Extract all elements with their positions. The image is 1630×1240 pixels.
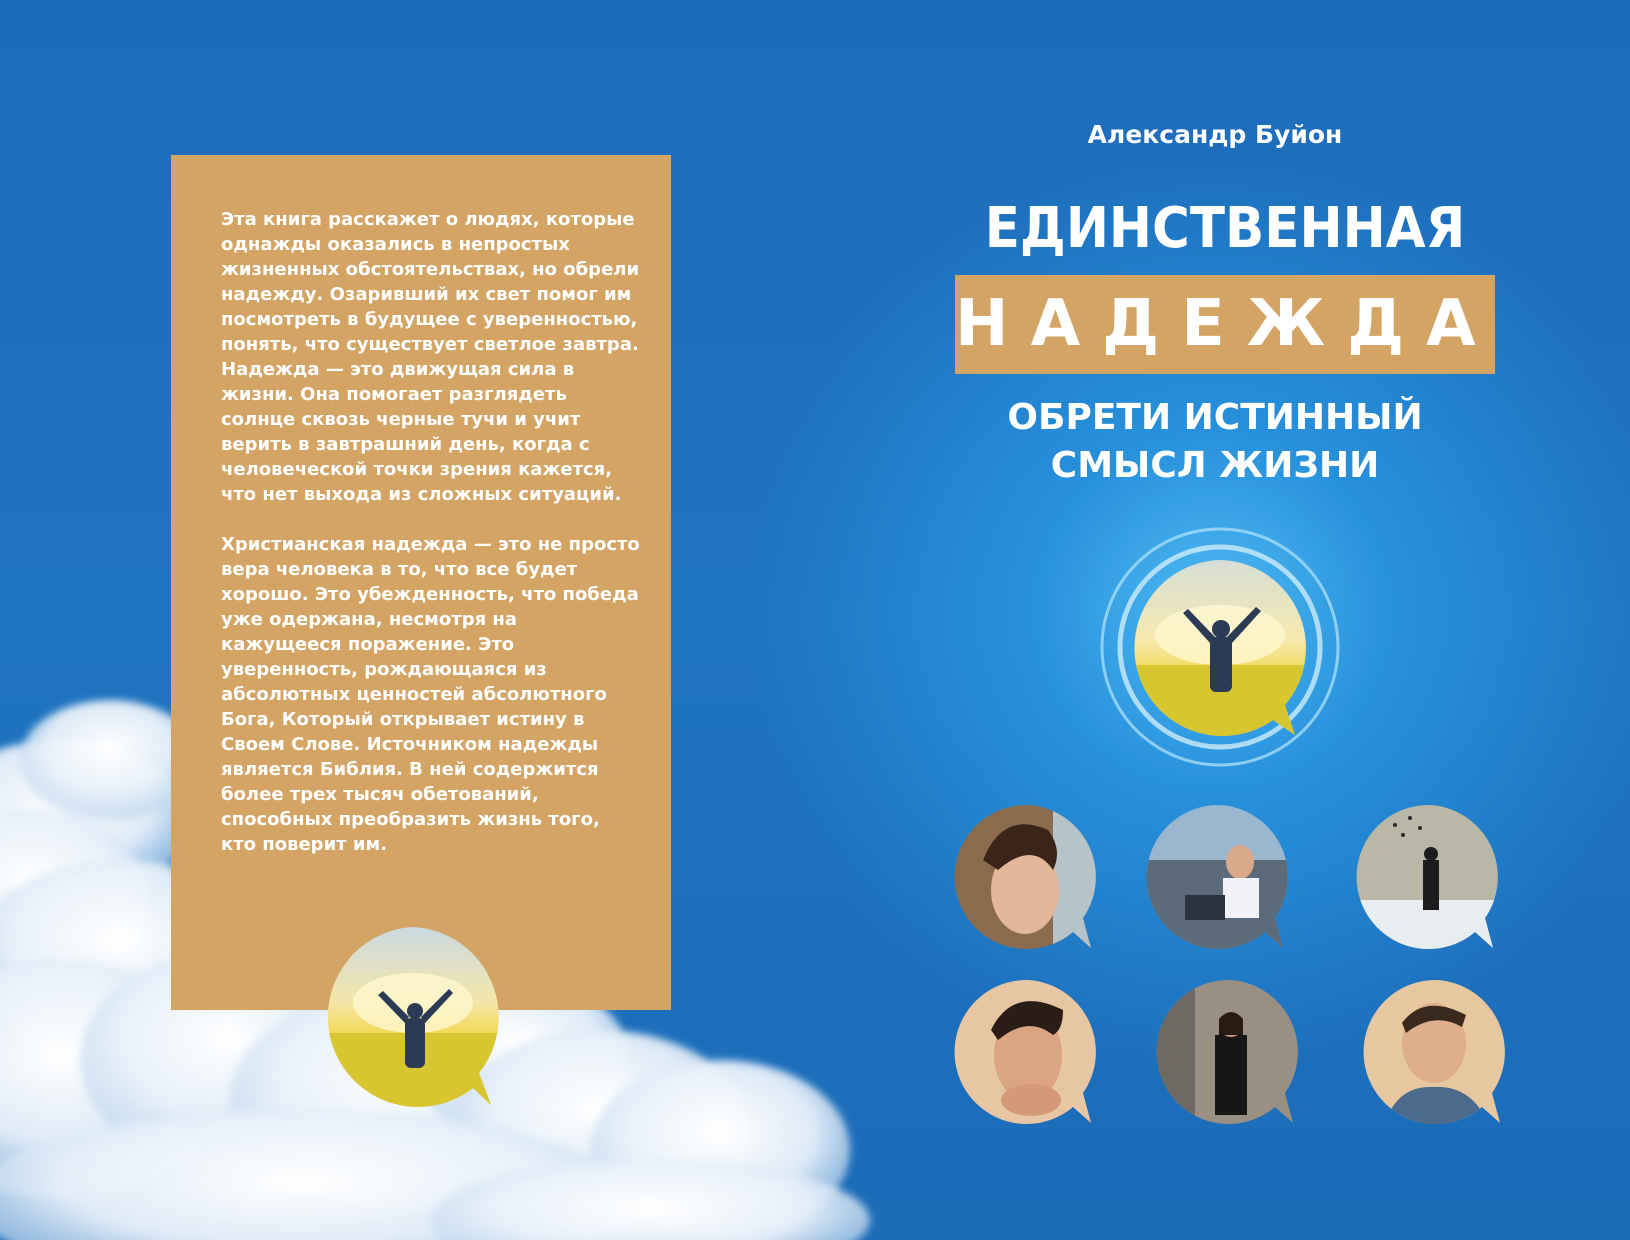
book-subtitle — [990, 394, 1440, 490]
portrait-man-hoodie-image — [1362, 975, 1517, 1135]
title-band — [955, 275, 1498, 374]
book-title-line-1: ЕДИНСТВЕННАЯ — [984, 196, 1466, 261]
portrait-man-laptop-image — [1145, 800, 1300, 960]
portrait-thoughtful-man-image — [953, 975, 1108, 1135]
back-cover-panel — [171, 155, 671, 1010]
back-cover-paragraph-1: Эта книга расскажет о людях, которые однажды оказались в непростых жизненных обстоятельствах, но обрели надежду. Озаривший их свет помог им посмотреть в будущее с уверенностью, понять, что существует светлое завтра. Надежда — это движущая сила в жизни. Она помогает разглядеть солнце сквозь черные тучи и учит верить в завтрашний день, когда с человеческой точки зрения кажется, что нет выхода из сложных ситуаций. — [221, 209, 640, 505]
portrait-woman-image — [953, 800, 1108, 960]
subtitle-line-1: ОБРЕТИ ИСТИННЫЙ — [1007, 397, 1423, 438]
portrait-man-snow-image — [1355, 800, 1510, 960]
subtitle-line-2: СМЫСЛ ЖИЗНИ — [1050, 445, 1380, 486]
book-author: Александр Буйон — [1087, 120, 1343, 149]
back-cover-paragraph-2: Христианская надежда — это не просто вера человека в то, что все будет хорошо. Это убежденность, что победа уже одержана, несмотря на кажущееся поражение. Это уверенность, рождающаяся из абсолютных ценностей абсолютного Бога, Который открывает истину в Своем Слове. Источником надежды является Библия. В ней содержится более трех тысяч обетований, способных преобразить жизнь того, кто поверит им. — [221, 534, 640, 855]
back-cover-text — [221, 207, 641, 882]
hero-bubble-image — [1095, 525, 1345, 775]
back-cover-bubble-image — [313, 923, 513, 1123]
book-title-line-2: НАДЕЖДА — [955, 287, 1498, 361]
portrait-woman-street-image — [1155, 975, 1310, 1135]
